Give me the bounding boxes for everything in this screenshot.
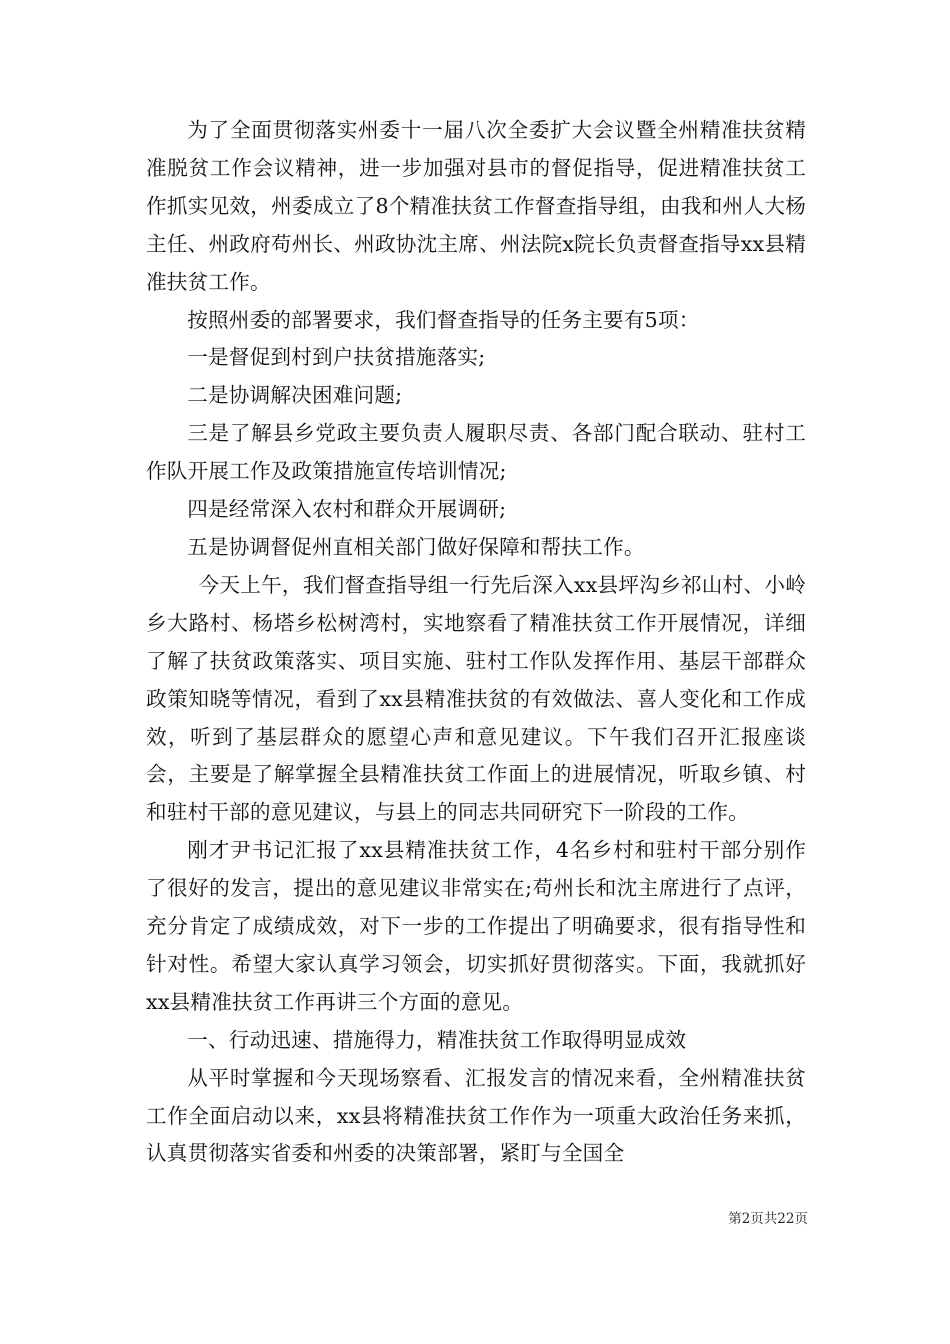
paragraph-task-5: 五是协调督促州直相关部门做好保障和帮扶工作。: [187, 534, 645, 559]
paragraph-section-1-body: 从平时掌握和今天现场察看、汇报发言的情况来看，全州精准扶贫工作全面启动以来，xx县将精准扶贫工作作为一项重大政治任务来抓，认真贯彻落实省委和州委的决策部署，紧盯与全国全: [146, 1065, 806, 1166]
paragraph-tasks-heading: 按照州委的部署要求，我们督查指导的任务主要有5项：: [187, 307, 700, 332]
page-number-footer: 第2页共22页: [728, 1211, 808, 1227]
paragraph-task-4: 四是经常深入农村和群众开展调研;: [187, 497, 507, 522]
paragraph-task-2: 二是协调解决困难问题;: [187, 383, 403, 408]
paragraph-report-review: 刚才尹书记汇报了xx县精准扶贫工作，4名乡村和驻村干部分别作了很好的发言，提出的意见建议非常实在;苟州长和沈主席进行了点评，充分肯定了成绩成效，对下一步的工作提出了明确要求，很有指导性和针对性。希望大家认真学习领会，切实抓好贯彻落实。下面，我就抓好xx县精准扶贫工作再讲三个方面的意见。: [146, 838, 806, 1014]
paragraph-morning-visit: 今天上午，我们督查指导组一行先后深入xx县坪沟乡祁山村、小岭乡大路村、杨塔乡松树湾村，实地察看了精准扶贫工作开展情况，详细了解了扶贫政策落实、项目实施、驻村工作队发挥作用、基层干部群众政策知晓等情况，看到了xx县精准扶贫的有效做法、喜人变化和工作成效，听到了基层群众的愿望心声和意见建议。下午我们召开汇报座谈会，主要是了解掌握全县精准扶贫工作面上的进展情况，听取乡镇、村和驻村干部的意见建议，与县上的同志共同研究下一阶段的工作。: [146, 572, 806, 825]
section-heading-1: 一、行动迅速、措施得力，精准扶贫工作取得明显成效: [187, 1027, 687, 1052]
paragraph-intro: 为了全面贯彻落实州委十一届八次全委扩大会议暨全州精准扶贫精准脱贫工作会议精神，进一步加强对县市的督促指导，促进精准扶贫工作抓实见效，州委成立了8个精准扶贫工作督查指导组，由我和州人大杨主任、州政府苟州长、州政协沈主席、州法院x院长负责督查指导xx县精准扶贫工作。: [146, 118, 806, 294]
document-body: [146, 112, 806, 1173]
paragraph-task-3: 三是了解县乡党政主要负责人履职尽责、各部门配合联动、驻村工作队开展工作及政策措施宣传培训情况;: [146, 421, 806, 484]
paragraph-task-1: 一是督促到村到户扶贫措施落实;: [187, 345, 486, 370]
